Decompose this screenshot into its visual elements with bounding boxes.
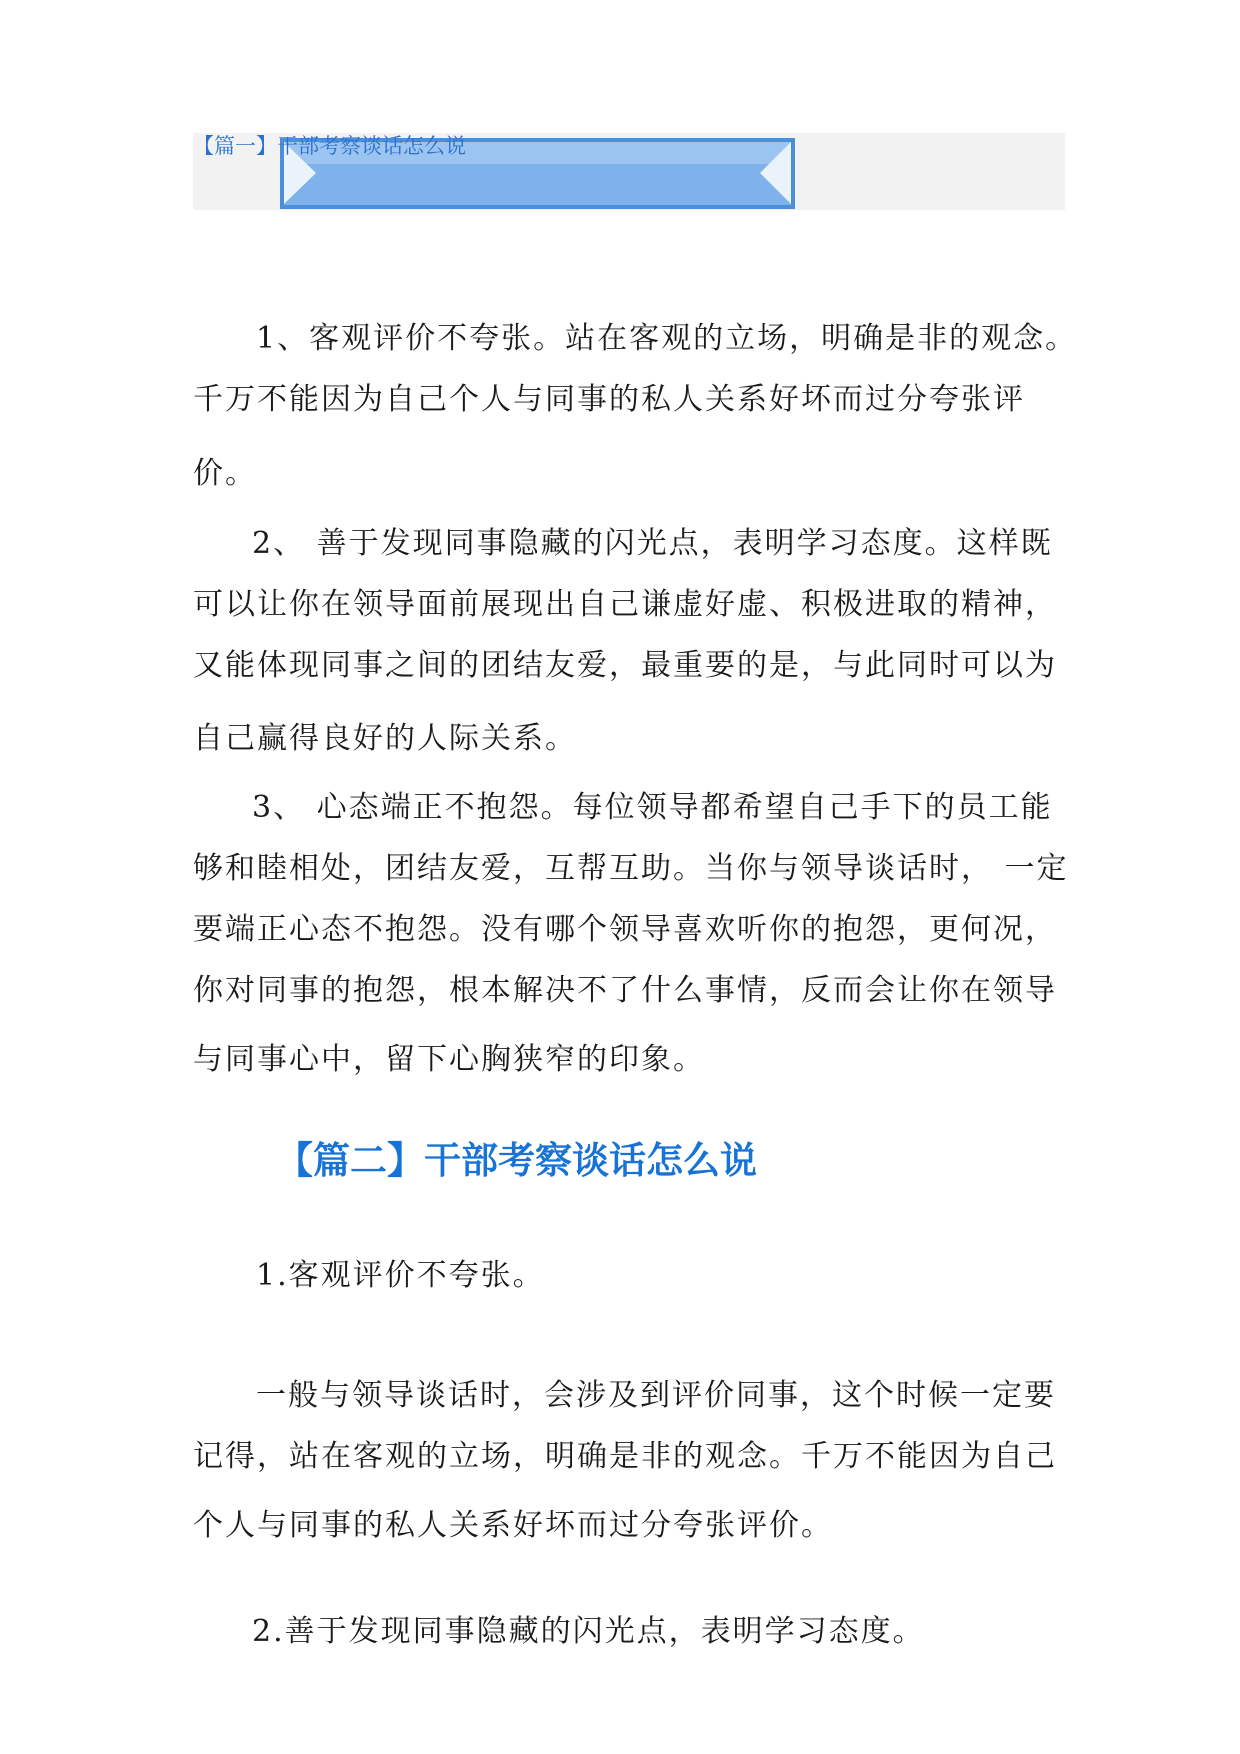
text-line: 可以让你在领导面前展现出自己谦虚好虚、积极进取的精神， xyxy=(193,587,1057,622)
text-line: 1、客观评价不夸张。站在客观的立场，明确是非的观念。 xyxy=(256,321,1078,356)
text-line: 与同事心中，留下心胸狭窄的印象。 xyxy=(193,1042,705,1077)
text-line: 你对同事的抱怨，根本解决不了什么事情，反而会让你在领导 xyxy=(193,973,1057,1008)
text-line: 一般与领导谈话时，会涉及到评价同事，这个时候一定要 xyxy=(256,1378,1056,1413)
section-heading: 【篇二】干部考察谈话怎么说 xyxy=(276,1139,757,1182)
text-line: 又能体现同事之间的团结友爱，最重要的是，与此同时可以为 xyxy=(193,648,1057,683)
text-line: 价。 xyxy=(193,456,257,491)
text-line: 记得，站在客观的立场，明确是非的观念。千万不能因为自己 xyxy=(193,1439,1057,1474)
text-line: 自己赢得良好的人际关系。 xyxy=(193,721,577,756)
text-line: 够和睦相处，团结友爱，互帮互助。当你与领导谈话时， 一定 xyxy=(193,851,1069,886)
text-line: 要端正心态不抱怨。没有哪个领导喜欢听你的抱怨，更何况， xyxy=(193,912,1057,947)
text-line: 千万不能因为自己个人与同事的私人关系好坏而过分夸张评 xyxy=(193,382,1025,417)
text-line: 3、 心态端正不抱怨。每位领导都希望自己手下的员工能 xyxy=(252,790,1053,825)
text-line: 1.客观评价不夸张。 xyxy=(256,1258,545,1293)
banner-title: 【篇一】干部考察谈话怎么说 xyxy=(193,134,466,158)
text-line: 2.善于发现同事隐藏的闪光点，表明学习态度。 xyxy=(252,1614,925,1649)
text-line: 个人与同事的私人关系好坏而过分夸张评价。 xyxy=(193,1508,833,1543)
text-line: 2、 善于发现同事隐藏的闪光点，表明学习态度。这样既 xyxy=(252,526,1053,561)
